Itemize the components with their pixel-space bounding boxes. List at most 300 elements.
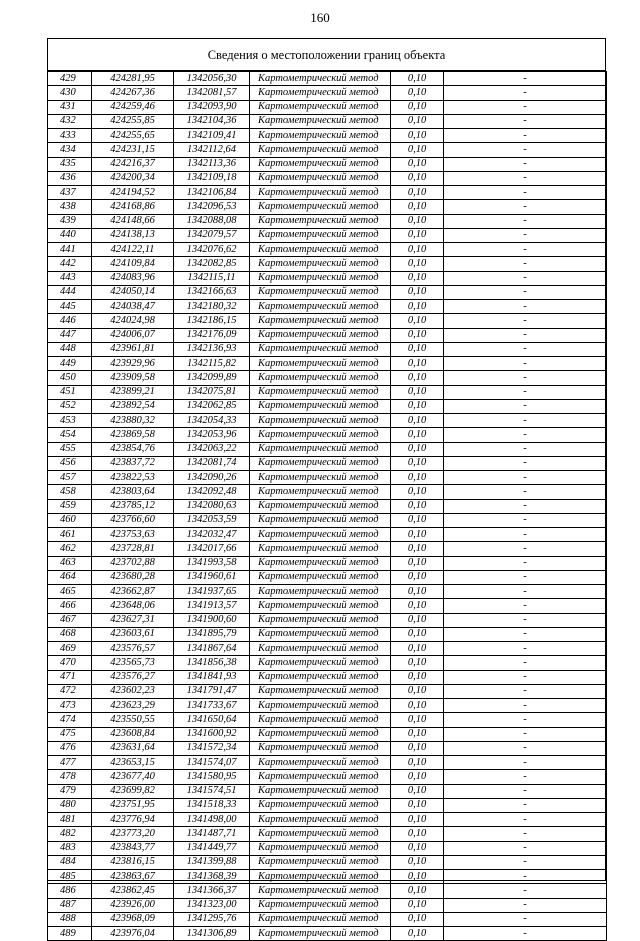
method-cell: Картометрический метод — [250, 585, 391, 599]
point-number-cell: 485 — [48, 870, 92, 884]
precision-cell: 0,10 — [391, 114, 444, 128]
precision-cell: 0,10 — [391, 699, 444, 713]
table-row — [48, 713, 607, 727]
extra-cell: - — [444, 214, 607, 228]
extra-cell: - — [444, 585, 607, 599]
coord-y-cell: 1342081,57 — [174, 86, 250, 100]
table-row — [48, 214, 607, 228]
point-number-cell: 444 — [48, 285, 92, 299]
table-row — [48, 699, 607, 713]
coord-y-cell: 1342180,32 — [174, 300, 250, 314]
point-number-cell: 477 — [48, 756, 92, 770]
coord-y-cell: 1342104,36 — [174, 114, 250, 128]
method-cell: Картометрический метод — [250, 784, 391, 798]
table-row — [48, 171, 607, 185]
point-number-cell: 466 — [48, 599, 92, 613]
document-frame — [47, 38, 606, 939]
precision-cell: 0,10 — [391, 898, 444, 912]
method-cell: Картометрический метод — [250, 414, 391, 428]
point-number-cell: 437 — [48, 186, 92, 200]
method-cell: Картометрический метод — [250, 699, 391, 713]
method-cell: Картометрический метод — [250, 228, 391, 242]
coord-x-cell: 423623,29 — [92, 699, 174, 713]
coord-x-cell: 423843,77 — [92, 841, 174, 855]
table-row — [48, 271, 607, 285]
precision-cell: 0,10 — [391, 499, 444, 513]
precision-cell: 0,10 — [391, 314, 444, 328]
table-row — [48, 656, 607, 670]
point-number-cell: 447 — [48, 328, 92, 342]
point-number-cell: 441 — [48, 243, 92, 257]
method-cell: Картометрический метод — [250, 528, 391, 542]
extra-cell: - — [444, 927, 607, 941]
method-cell: Картометрический метод — [250, 827, 391, 841]
precision-cell: 0,10 — [391, 727, 444, 741]
table-row — [48, 855, 607, 869]
extra-cell: - — [444, 243, 607, 257]
method-cell: Картометрический метод — [250, 884, 391, 898]
coord-x-cell: 423627,31 — [92, 613, 174, 627]
point-number-cell: 486 — [48, 884, 92, 898]
coord-y-cell: 1341600,92 — [174, 727, 250, 741]
coord-y-cell: 1342166,63 — [174, 285, 250, 299]
table-row — [48, 86, 607, 100]
extra-cell: - — [444, 257, 607, 271]
point-number-cell: 445 — [48, 300, 92, 314]
extra-cell: - — [444, 86, 607, 100]
method-cell: Картометрический метод — [250, 129, 391, 143]
coord-y-cell: 1341366,37 — [174, 884, 250, 898]
table-row — [48, 556, 607, 570]
extra-cell: - — [444, 642, 607, 656]
point-number-cell: 469 — [48, 642, 92, 656]
extra-cell: - — [444, 556, 607, 570]
table-row — [48, 471, 607, 485]
method-cell: Картометрический метод — [250, 371, 391, 385]
table-row — [48, 585, 607, 599]
precision-cell: 0,10 — [391, 870, 444, 884]
precision-cell: 0,10 — [391, 912, 444, 926]
precision-cell: 0,10 — [391, 357, 444, 371]
precision-cell: 0,10 — [391, 428, 444, 442]
coord-x-cell: 424148,66 — [92, 214, 174, 228]
method-cell: Картометрический метод — [250, 186, 391, 200]
coord-x-cell: 424216,37 — [92, 157, 174, 171]
point-number-cell: 460 — [48, 513, 92, 527]
point-number-cell: 454 — [48, 428, 92, 442]
precision-cell: 0,10 — [391, 627, 444, 641]
coord-x-cell: 423751,95 — [92, 798, 174, 812]
coord-y-cell: 1341498,00 — [174, 813, 250, 827]
table-row — [48, 870, 607, 884]
table-row — [48, 784, 607, 798]
point-number-cell: 479 — [48, 784, 92, 798]
point-number-cell: 434 — [48, 143, 92, 157]
coord-y-cell: 1342088,08 — [174, 214, 250, 228]
coord-x-cell: 423677,40 — [92, 770, 174, 784]
precision-cell: 0,10 — [391, 713, 444, 727]
point-number-cell: 484 — [48, 855, 92, 869]
point-number-cell: 464 — [48, 570, 92, 584]
coord-x-cell: 424231,15 — [92, 143, 174, 157]
coord-x-cell: 424255,65 — [92, 129, 174, 143]
coord-x-cell: 423662,87 — [92, 585, 174, 599]
precision-cell: 0,10 — [391, 228, 444, 242]
precision-cell: 0,10 — [391, 328, 444, 342]
point-number-cell: 473 — [48, 699, 92, 713]
precision-cell: 0,10 — [391, 342, 444, 356]
point-number-cell: 429 — [48, 72, 92, 86]
table-row — [48, 727, 607, 741]
coord-y-cell: 1342092,48 — [174, 485, 250, 499]
table-row — [48, 513, 607, 527]
method-cell: Картометрический метод — [250, 285, 391, 299]
table-row — [48, 898, 607, 912]
table-row — [48, 684, 607, 698]
precision-cell: 0,10 — [391, 86, 444, 100]
coord-y-cell: 1341518,33 — [174, 798, 250, 812]
table-row — [48, 841, 607, 855]
coord-y-cell: 1341913,57 — [174, 599, 250, 613]
coord-x-cell: 423648,06 — [92, 599, 174, 613]
coord-x-cell: 424083,96 — [92, 271, 174, 285]
precision-cell: 0,10 — [391, 927, 444, 941]
method-cell: Картометрический метод — [250, 684, 391, 698]
coord-x-cell: 424138,13 — [92, 228, 174, 242]
precision-cell: 0,10 — [391, 456, 444, 470]
table-row — [48, 186, 607, 200]
table-row — [48, 613, 607, 627]
precision-cell: 0,10 — [391, 813, 444, 827]
coord-y-cell: 1342080,63 — [174, 499, 250, 513]
coord-x-cell: 423776,94 — [92, 813, 174, 827]
precision-cell: 0,10 — [391, 442, 444, 456]
table-row — [48, 770, 607, 784]
table-row — [48, 927, 607, 941]
extra-cell: - — [444, 157, 607, 171]
coord-x-cell: 423550,55 — [92, 713, 174, 727]
precision-cell: 0,10 — [391, 171, 444, 185]
table-row — [48, 200, 607, 214]
precision-cell: 0,10 — [391, 243, 444, 257]
extra-cell: - — [444, 428, 607, 442]
coord-y-cell: 1342090,26 — [174, 471, 250, 485]
extra-cell: - — [444, 186, 607, 200]
coord-y-cell: 1341295,76 — [174, 912, 250, 926]
method-cell: Картометрический метод — [250, 157, 391, 171]
point-number-cell: 432 — [48, 114, 92, 128]
coord-x-cell: 424168,86 — [92, 200, 174, 214]
point-number-cell: 470 — [48, 656, 92, 670]
method-cell: Картометрический метод — [250, 314, 391, 328]
precision-cell: 0,10 — [391, 385, 444, 399]
extra-cell: - — [444, 314, 607, 328]
extra-cell: - — [444, 670, 607, 684]
coord-x-cell: 423909,58 — [92, 371, 174, 385]
table-row — [48, 357, 607, 371]
precision-cell: 0,10 — [391, 129, 444, 143]
method-cell: Картометрический метод — [250, 271, 391, 285]
extra-cell: - — [444, 357, 607, 371]
precision-cell: 0,10 — [391, 300, 444, 314]
precision-cell: 0,10 — [391, 214, 444, 228]
extra-cell: - — [444, 756, 607, 770]
precision-cell: 0,10 — [391, 684, 444, 698]
extra-cell: - — [444, 129, 607, 143]
method-cell: Картометрический метод — [250, 171, 391, 185]
precision-cell: 0,10 — [391, 200, 444, 214]
coord-y-cell: 1341993,58 — [174, 556, 250, 570]
extra-cell: - — [444, 813, 607, 827]
coord-y-cell: 1342076,62 — [174, 243, 250, 257]
table-row — [48, 114, 607, 128]
precision-cell: 0,10 — [391, 841, 444, 855]
precision-cell: 0,10 — [391, 285, 444, 299]
coord-y-cell: 1341487,71 — [174, 827, 250, 841]
point-number-cell: 472 — [48, 684, 92, 698]
point-number-cell: 478 — [48, 770, 92, 784]
extra-cell: - — [444, 528, 607, 542]
table-row — [48, 499, 607, 513]
coord-x-cell: 423702,88 — [92, 556, 174, 570]
extra-cell: - — [444, 114, 607, 128]
point-number-cell: 487 — [48, 898, 92, 912]
page-number: 160 — [310, 10, 330, 25]
coord-y-cell: 1342054,33 — [174, 414, 250, 428]
table-row — [48, 599, 607, 613]
extra-cell: - — [444, 542, 607, 556]
coord-x-cell: 424259,46 — [92, 100, 174, 114]
method-cell: Картометрический метод — [250, 927, 391, 941]
method-cell: Картометрический метод — [250, 570, 391, 584]
precision-cell: 0,10 — [391, 143, 444, 157]
extra-cell: - — [444, 371, 607, 385]
coord-x-cell: 423899,21 — [92, 385, 174, 399]
coord-x-cell: 423822,53 — [92, 471, 174, 485]
coord-y-cell: 1341791,47 — [174, 684, 250, 698]
method-cell: Картометрический метод — [250, 542, 391, 556]
extra-cell: - — [444, 499, 607, 513]
method-cell: Картометрический метод — [250, 741, 391, 755]
table-row — [48, 328, 607, 342]
method-cell: Картометрический метод — [250, 300, 391, 314]
coord-y-cell: 1342096,53 — [174, 200, 250, 214]
coord-y-cell: 1342115,82 — [174, 357, 250, 371]
coord-y-cell: 1342017,66 — [174, 542, 250, 556]
coord-y-cell: 1341368,39 — [174, 870, 250, 884]
coord-x-cell: 424038,47 — [92, 300, 174, 314]
extra-cell: - — [444, 727, 607, 741]
point-number-cell: 468 — [48, 627, 92, 641]
extra-cell: - — [444, 513, 607, 527]
precision-cell: 0,10 — [391, 556, 444, 570]
method-cell: Картометрический метод — [250, 357, 391, 371]
table-row — [48, 456, 607, 470]
method-cell: Картометрический метод — [250, 200, 391, 214]
table-row — [48, 827, 607, 841]
extra-cell: - — [444, 741, 607, 755]
method-cell: Картометрический метод — [250, 499, 391, 513]
table-row — [48, 442, 607, 456]
method-cell: Картометрический метод — [250, 798, 391, 812]
precision-cell: 0,10 — [391, 770, 444, 784]
extra-cell: - — [444, 613, 607, 627]
coord-x-cell: 423929,96 — [92, 357, 174, 371]
coord-y-cell: 1341900,60 — [174, 613, 250, 627]
coord-y-cell: 1342136,93 — [174, 342, 250, 356]
method-cell: Картометрический метод — [250, 756, 391, 770]
coord-y-cell: 1341572,34 — [174, 741, 250, 755]
precision-cell: 0,10 — [391, 471, 444, 485]
coord-x-cell: 423728,81 — [92, 542, 174, 556]
coord-y-cell: 1342079,57 — [174, 228, 250, 242]
point-number-cell: 457 — [48, 471, 92, 485]
table-row — [48, 228, 607, 242]
point-number-cell: 431 — [48, 100, 92, 114]
coord-y-cell: 1342115,11 — [174, 271, 250, 285]
point-number-cell: 450 — [48, 371, 92, 385]
precision-cell: 0,10 — [391, 271, 444, 285]
point-number-cell: 446 — [48, 314, 92, 328]
table-row — [48, 399, 607, 413]
point-number-cell: 474 — [48, 713, 92, 727]
method-cell: Картометрический метод — [250, 143, 391, 157]
extra-cell: - — [444, 200, 607, 214]
table-row — [48, 100, 607, 114]
precision-cell: 0,10 — [391, 670, 444, 684]
extra-cell: - — [444, 442, 607, 456]
precision-cell: 0,10 — [391, 741, 444, 755]
precision-cell: 0,10 — [391, 798, 444, 812]
point-number-cell: 438 — [48, 200, 92, 214]
coord-y-cell: 1342093,90 — [174, 100, 250, 114]
point-number-cell: 439 — [48, 214, 92, 228]
coord-y-cell: 1341867,64 — [174, 642, 250, 656]
table-row — [48, 257, 607, 271]
extra-cell: - — [444, 827, 607, 841]
point-number-cell: 461 — [48, 528, 92, 542]
coord-y-cell: 1342081,74 — [174, 456, 250, 470]
coord-y-cell: 1342063,22 — [174, 442, 250, 456]
extra-cell: - — [444, 471, 607, 485]
extra-cell: - — [444, 271, 607, 285]
coord-x-cell: 423880,32 — [92, 414, 174, 428]
point-number-cell: 455 — [48, 442, 92, 456]
coord-x-cell: 424050,14 — [92, 285, 174, 299]
coord-x-cell: 423892,54 — [92, 399, 174, 413]
extra-cell: - — [444, 855, 607, 869]
extra-cell: - — [444, 456, 607, 470]
coord-y-cell: 1342053,59 — [174, 513, 250, 527]
extra-cell: - — [444, 713, 607, 727]
extra-cell: - — [444, 898, 607, 912]
extra-cell: - — [444, 627, 607, 641]
extra-cell: - — [444, 385, 607, 399]
coord-x-cell: 423631,64 — [92, 741, 174, 755]
coord-x-cell: 424122,11 — [92, 243, 174, 257]
coord-x-cell: 423869,58 — [92, 428, 174, 442]
precision-cell: 0,10 — [391, 784, 444, 798]
precision-cell: 0,10 — [391, 855, 444, 869]
extra-cell: - — [444, 100, 607, 114]
coord-y-cell: 1342112,64 — [174, 143, 250, 157]
coord-x-cell: 423699,82 — [92, 784, 174, 798]
point-number-cell: 471 — [48, 670, 92, 684]
coord-y-cell: 1341733,67 — [174, 699, 250, 713]
table-row — [48, 285, 607, 299]
coord-x-cell: 423576,27 — [92, 670, 174, 684]
extra-cell: - — [444, 770, 607, 784]
coord-x-cell: 423653,15 — [92, 756, 174, 770]
table-row — [48, 884, 607, 898]
precision-cell: 0,10 — [391, 613, 444, 627]
point-number-cell: 458 — [48, 485, 92, 499]
coord-x-cell: 424006,07 — [92, 328, 174, 342]
coord-x-cell: 423576,57 — [92, 642, 174, 656]
coord-x-cell: 423968,09 — [92, 912, 174, 926]
point-number-cell: 453 — [48, 414, 92, 428]
point-number-cell: 465 — [48, 585, 92, 599]
method-cell: Картометрический метод — [250, 727, 391, 741]
coord-x-cell: 423816,15 — [92, 855, 174, 869]
coord-y-cell: 1341895,79 — [174, 627, 250, 641]
extra-cell: - — [444, 870, 607, 884]
table-row — [48, 798, 607, 812]
coord-x-cell: 423926,00 — [92, 898, 174, 912]
point-number-cell: 482 — [48, 827, 92, 841]
point-number-cell: 449 — [48, 357, 92, 371]
coord-y-cell: 1341306,89 — [174, 927, 250, 941]
extra-cell: - — [444, 884, 607, 898]
coord-y-cell: 1341650,64 — [174, 713, 250, 727]
method-cell: Картометрический метод — [250, 870, 391, 884]
table-row — [48, 414, 607, 428]
coord-x-cell: 423565,73 — [92, 656, 174, 670]
table-row — [48, 157, 607, 171]
point-number-cell: 436 — [48, 171, 92, 185]
coord-y-cell: 1341449,77 — [174, 841, 250, 855]
extra-cell: - — [444, 912, 607, 926]
method-cell: Картометрический метод — [250, 656, 391, 670]
coord-y-cell: 1342082,85 — [174, 257, 250, 271]
extra-cell: - — [444, 300, 607, 314]
coord-x-cell: 423803,64 — [92, 485, 174, 499]
precision-cell: 0,10 — [391, 414, 444, 428]
point-number-cell: 456 — [48, 456, 92, 470]
precision-cell: 0,10 — [391, 485, 444, 499]
precision-cell: 0,10 — [391, 585, 444, 599]
precision-cell: 0,10 — [391, 827, 444, 841]
coordinates-table-body — [48, 72, 607, 941]
coord-y-cell: 1342109,18 — [174, 171, 250, 185]
point-number-cell: 483 — [48, 841, 92, 855]
extra-cell: - — [444, 228, 607, 242]
extra-cell: - — [444, 414, 607, 428]
method-cell: Картометрический метод — [250, 243, 391, 257]
table-row — [48, 670, 607, 684]
point-number-cell: 452 — [48, 399, 92, 413]
precision-cell: 0,10 — [391, 528, 444, 542]
table-row — [48, 72, 607, 86]
point-number-cell: 462 — [48, 542, 92, 556]
method-cell: Картометрический метод — [250, 72, 391, 86]
coord-y-cell: 1342099,89 — [174, 371, 250, 385]
method-cell: Картометрический метод — [250, 912, 391, 926]
point-number-cell: 435 — [48, 157, 92, 171]
precision-cell: 0,10 — [391, 399, 444, 413]
coord-y-cell: 1341841,93 — [174, 670, 250, 684]
table-row — [48, 243, 607, 257]
